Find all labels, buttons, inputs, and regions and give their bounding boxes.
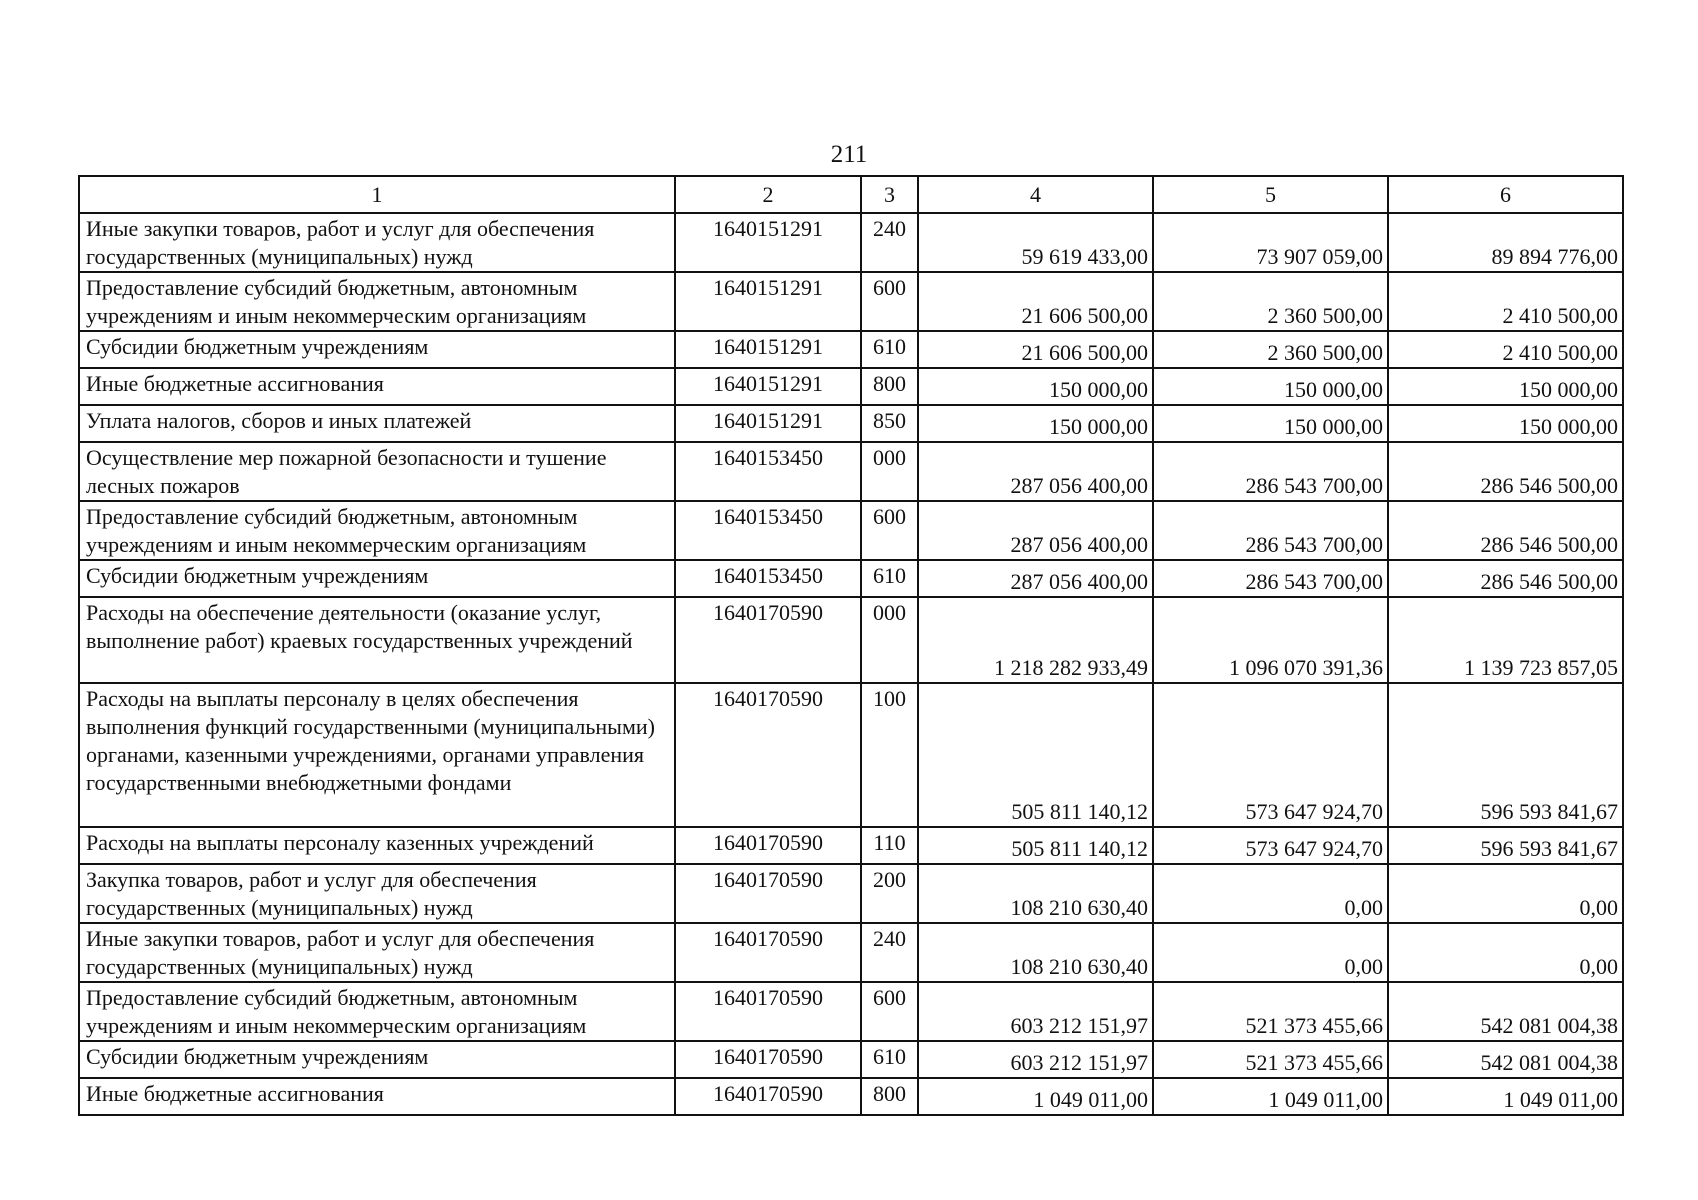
amount-col4-cell: 150 000,00 [918, 405, 1153, 442]
expense-name-cell: Субсидии бюджетным учреждениям [79, 1041, 675, 1078]
expense-name-cell: Иные закупки товаров, работ и услуг для обеспечения государственных (муниципальных) нужд [79, 213, 675, 272]
expense-type-code-cell: 000 [861, 597, 918, 683]
expense-type-code-cell: 610 [861, 1041, 918, 1078]
expense-name-cell: Иные бюджетные ассигнования [79, 1078, 675, 1115]
header-row [79, 176, 1623, 213]
amount-col4-cell: 505 811 140,12 [918, 827, 1153, 864]
amount-col4-cell: 287 056 400,00 [918, 442, 1153, 501]
table-row [79, 683, 1623, 827]
amount-col6-cell: 150 000,00 [1388, 405, 1623, 442]
expense-name-cell: Предоставление субсидий бюджетным, автономным учреждениям и иным некоммерческим организациям [79, 982, 675, 1041]
amount-col5-cell: 521 373 455,66 [1153, 1041, 1388, 1078]
target-code-cell: 1640170590 [675, 864, 861, 923]
target-code-cell: 1640153450 [675, 560, 861, 597]
amount-col4-cell: 150 000,00 [918, 368, 1153, 405]
amount-col6-cell: 542 081 004,38 [1388, 982, 1623, 1041]
amount-col6-cell: 2 410 500,00 [1388, 272, 1623, 331]
amount-col4-cell: 1 218 282 933,49 [918, 597, 1153, 683]
amount-col4-cell: 505 811 140,12 [918, 683, 1153, 827]
amount-col4-cell: 603 212 151,97 [918, 982, 1153, 1041]
table-row [79, 213, 1623, 272]
table-row [79, 1078, 1623, 1115]
amount-col5-cell: 1 096 070 391,36 [1153, 597, 1388, 683]
expense-type-code-cell: 200 [861, 864, 918, 923]
expense-type-code-cell: 000 [861, 442, 918, 501]
column-header-4: 4 [918, 176, 1153, 213]
amount-col4-cell: 603 212 151,97 [918, 1041, 1153, 1078]
expense-type-code-cell: 800 [861, 1078, 918, 1115]
table-row [79, 405, 1623, 442]
budget-table [78, 175, 1624, 1116]
expense-type-code-cell: 110 [861, 827, 918, 864]
amount-col5-cell: 2 360 500,00 [1153, 272, 1388, 331]
table-row [79, 442, 1623, 501]
amount-col5-cell: 286 543 700,00 [1153, 560, 1388, 597]
target-code-cell: 1640170590 [675, 1041, 861, 1078]
amount-col5-cell: 286 543 700,00 [1153, 442, 1388, 501]
target-code-cell: 1640170590 [675, 597, 861, 683]
amount-col6-cell: 286 546 500,00 [1388, 501, 1623, 560]
table-row [79, 560, 1623, 597]
amount-col4-cell: 21 606 500,00 [918, 272, 1153, 331]
target-code-cell: 1640151291 [675, 331, 861, 368]
amount-col5-cell: 1 049 011,00 [1153, 1078, 1388, 1115]
target-code-cell: 1640170590 [675, 982, 861, 1041]
expense-name-cell: Иные бюджетные ассигнования [79, 368, 675, 405]
amount-col5-cell: 2 360 500,00 [1153, 331, 1388, 368]
table-row [79, 368, 1623, 405]
amount-col5-cell: 521 373 455,66 [1153, 982, 1388, 1041]
amount-col5-cell: 573 647 924,70 [1153, 683, 1388, 827]
amount-col5-cell: 286 543 700,00 [1153, 501, 1388, 560]
amount-col4-cell: 108 210 630,40 [918, 923, 1153, 982]
amount-col6-cell: 0,00 [1388, 864, 1623, 923]
expense-type-code-cell: 850 [861, 405, 918, 442]
target-code-cell: 1640153450 [675, 442, 861, 501]
table-row [79, 864, 1623, 923]
expense-name-cell: Расходы на обеспечение деятельности (оказание услуг, выполнение работ) краевых государственных учреждений [79, 597, 675, 683]
target-code-cell: 1640151291 [675, 213, 861, 272]
expense-name-cell: Закупка товаров, работ и услуг для обеспечения государственных (муниципальных) нужд [79, 864, 675, 923]
target-code-cell: 1640151291 [675, 368, 861, 405]
amount-col6-cell: 596 593 841,67 [1388, 683, 1623, 827]
amount-col4-cell: 108 210 630,40 [918, 864, 1153, 923]
column-header-1: 1 [79, 176, 675, 213]
target-code-cell: 1640170590 [675, 923, 861, 982]
target-code-cell: 1640170590 [675, 827, 861, 864]
amount-col5-cell: 150 000,00 [1153, 405, 1388, 442]
table-row [79, 331, 1623, 368]
amount-col5-cell: 150 000,00 [1153, 368, 1388, 405]
amount-col5-cell: 0,00 [1153, 864, 1388, 923]
expense-type-code-cell: 600 [861, 272, 918, 331]
table-row [79, 1041, 1623, 1078]
amount-col6-cell: 89 894 776,00 [1388, 213, 1623, 272]
expense-name-cell: Осуществление мер пожарной безопасности и тушение лесных пожаров [79, 442, 675, 501]
expense-name-cell: Субсидии бюджетным учреждениям [79, 331, 675, 368]
expense-type-code-cell: 240 [861, 923, 918, 982]
expense-name-cell: Предоставление субсидий бюджетным, автономным учреждениям и иным некоммерческим организациям [79, 501, 675, 560]
amount-col6-cell: 596 593 841,67 [1388, 827, 1623, 864]
column-header-2: 2 [675, 176, 861, 213]
amount-col4-cell: 1 049 011,00 [918, 1078, 1153, 1115]
expense-type-code-cell: 610 [861, 331, 918, 368]
expense-type-code-cell: 600 [861, 501, 918, 560]
amount-col6-cell: 1 049 011,00 [1388, 1078, 1623, 1115]
target-code-cell: 1640170590 [675, 1078, 861, 1115]
amount-col5-cell: 0,00 [1153, 923, 1388, 982]
expense-name-cell: Предоставление субсидий бюджетным, автономным учреждениям и иным некоммерческим организациям [79, 272, 675, 331]
amount-col6-cell: 542 081 004,38 [1388, 1041, 1623, 1078]
table-row [79, 982, 1623, 1041]
expense-type-code-cell: 600 [861, 982, 918, 1041]
amount-col4-cell: 59 619 433,00 [918, 213, 1153, 272]
amount-col6-cell: 2 410 500,00 [1388, 331, 1623, 368]
amount-col6-cell: 0,00 [1388, 923, 1623, 982]
expense-name-cell: Иные закупки товаров, работ и услуг для обеспечения государственных (муниципальных) нужд [79, 923, 675, 982]
amount-col6-cell: 1 139 723 857,05 [1388, 597, 1623, 683]
table-row [79, 501, 1623, 560]
expense-name-cell: Расходы на выплаты персоналу казенных учреждений [79, 827, 675, 864]
expense-type-code-cell: 100 [861, 683, 918, 827]
table-row [79, 597, 1623, 683]
amount-col6-cell: 150 000,00 [1388, 368, 1623, 405]
amount-col5-cell: 73 907 059,00 [1153, 213, 1388, 272]
table-row [79, 827, 1623, 864]
amount-col4-cell: 287 056 400,00 [918, 560, 1153, 597]
column-header-6: 6 [1388, 176, 1623, 213]
expense-type-code-cell: 240 [861, 213, 918, 272]
target-code-cell: 1640153450 [675, 501, 861, 560]
amount-col5-cell: 573 647 924,70 [1153, 827, 1388, 864]
amount-col6-cell: 286 546 500,00 [1388, 560, 1623, 597]
target-code-cell: 1640151291 [675, 405, 861, 442]
budget-table-body [79, 176, 1623, 1115]
expense-name-cell: Уплата налогов, сборов и иных платежей [79, 405, 675, 442]
target-code-cell: 1640170590 [675, 683, 861, 827]
expense-type-code-cell: 610 [861, 560, 918, 597]
amount-col4-cell: 21 606 500,00 [918, 331, 1153, 368]
page-number: 211 [830, 141, 868, 168]
table-row [79, 272, 1623, 331]
expense-name-cell: Расходы на выплаты персоналу в целях обеспечения выполнения функций государственными (муниципальными) органами, казенными учреждениями, органами управления государственными внебюджетными фондами [79, 683, 675, 827]
amount-col6-cell: 286 546 500,00 [1388, 442, 1623, 501]
expense-type-code-cell: 800 [861, 368, 918, 405]
column-header-5: 5 [1153, 176, 1388, 213]
amount-col4-cell: 287 056 400,00 [918, 501, 1153, 560]
column-header-3: 3 [861, 176, 918, 213]
target-code-cell: 1640151291 [675, 272, 861, 331]
table-row [79, 923, 1623, 982]
expense-name-cell: Субсидии бюджетным учреждениям [79, 560, 675, 597]
